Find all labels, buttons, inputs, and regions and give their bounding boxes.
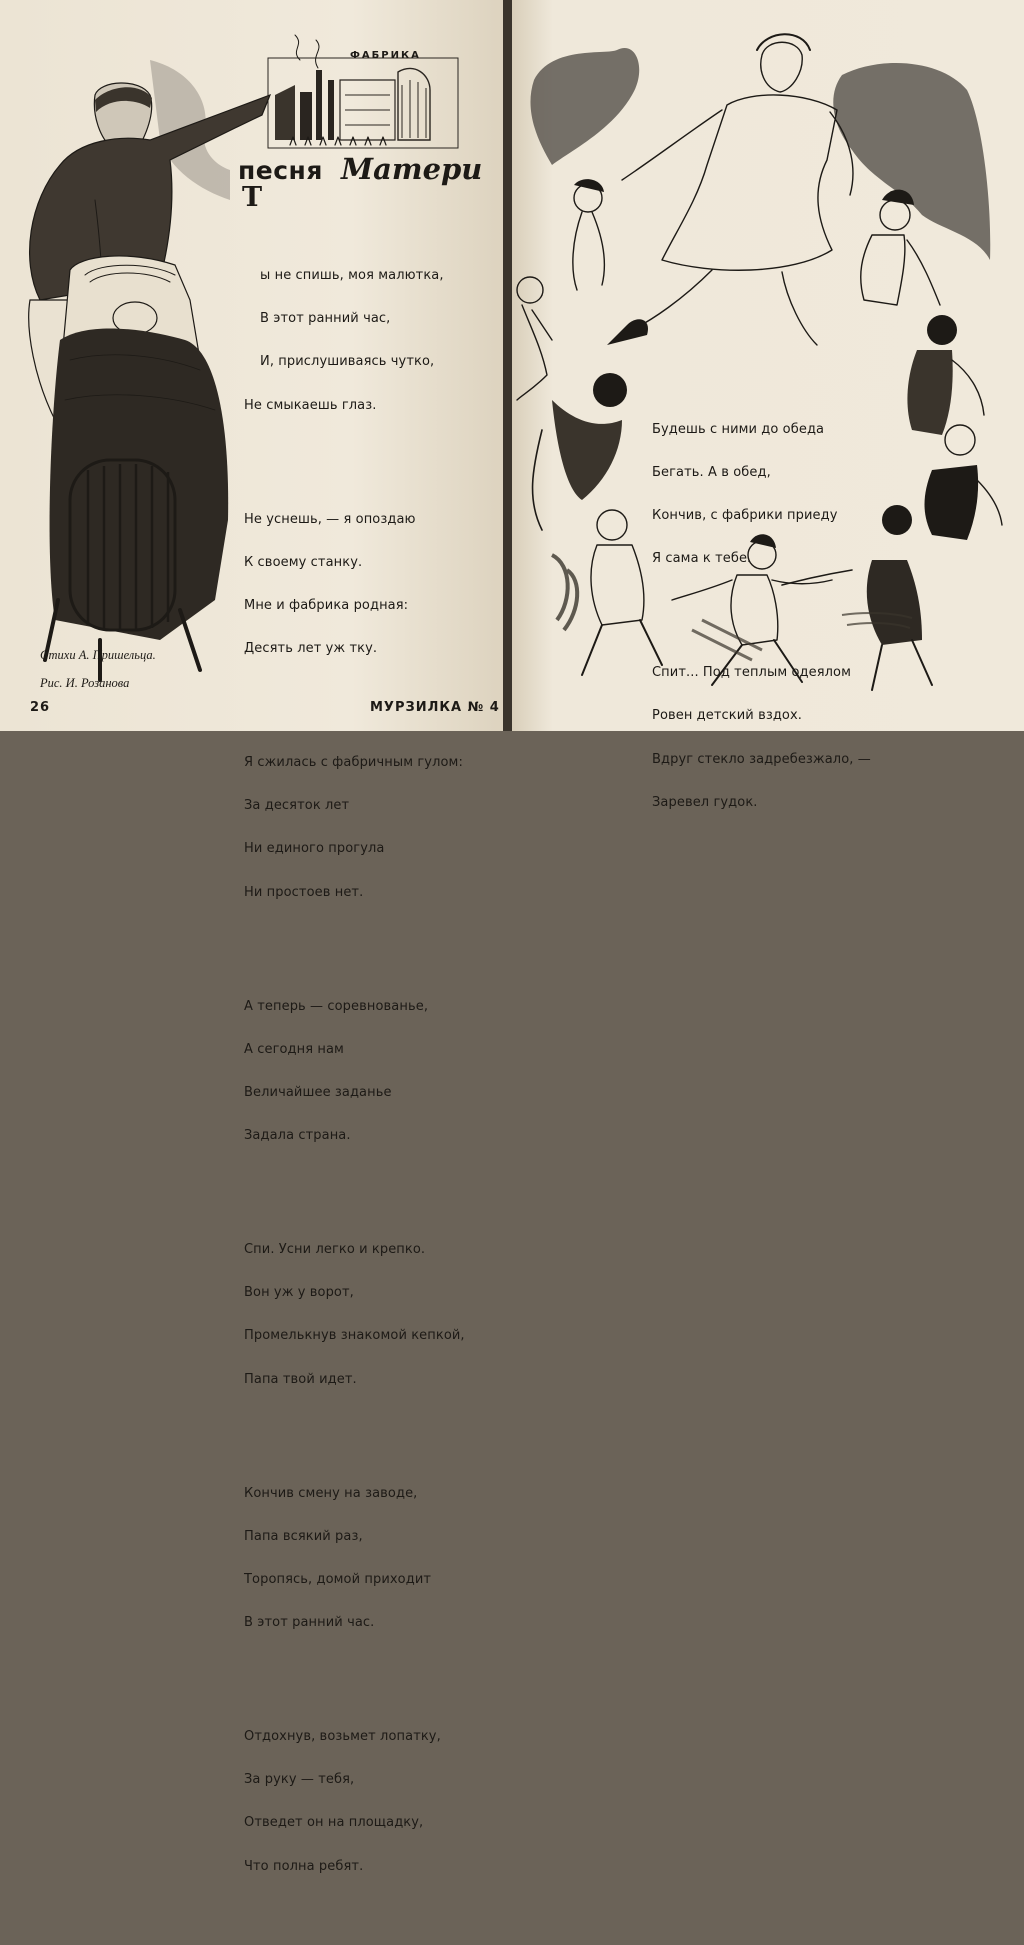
verse-line: Вдруг стекло задребезжало, — [652, 751, 871, 767]
verse-line: Не смыкаешь глаз. [244, 397, 377, 413]
page-number: 26 [30, 700, 51, 715]
verse-line: Я сама к тебе. [652, 551, 752, 567]
verse-line: Что полна ребят. [244, 1858, 364, 1874]
verse-line: А теперь — соревнованье, [244, 998, 429, 1014]
verse-line: Отдохнув, возьмет лопатку, [244, 1729, 441, 1745]
verse-line: Я сжилась с фабричным гулом: [244, 755, 463, 771]
verse-line: В этот ранний час. [244, 1615, 375, 1631]
verse-line: Спит... Под теплым одеялом [652, 665, 851, 681]
left-page [0, 0, 503, 1874]
verse-line: Мне и фабрика родная: [244, 597, 409, 613]
magazine-footer: МУРЗИЛКА № 4 [370, 700, 500, 715]
verse-line: Папа твой идет. [244, 1371, 357, 1387]
verse-line: Вон уж у ворот, [244, 1285, 354, 1301]
verse-line: Кончив, с фабрики приеду [652, 508, 838, 524]
verse-line: Отведет он на площадку, [244, 1815, 424, 1831]
verse-line: Заревел гудок. [652, 794, 758, 810]
book-gutter [503, 0, 512, 731]
child-figure [907, 315, 984, 435]
stanza [244, 1701, 465, 1903]
verse-line: В этот ранний час, [260, 311, 391, 327]
verse-line: За руку — тебя, [244, 1772, 355, 1788]
verse-line: Задала страна. [244, 1128, 351, 1144]
drop-cap: Т [242, 182, 263, 213]
verse-line: ы не спишь, моя малютка, [260, 268, 444, 284]
child-figure [573, 179, 604, 290]
verse-line: Промелькнув знакомой кепкой, [244, 1328, 465, 1344]
stanza [652, 394, 871, 596]
verse-line: За десяток лет [244, 798, 350, 814]
verse-line: Ровен детский вздох. [652, 708, 803, 724]
right-page [512, 0, 1024, 810]
credit-art: Рис. И. Розанова [40, 676, 130, 690]
verse-line: К своему станку. [244, 554, 363, 570]
verse-line: Десять лет уж тку. [244, 641, 378, 657]
verse-line: И, прислушиваясь чутко, [260, 354, 435, 370]
child-figure [533, 373, 627, 530]
credit-poem: Стихи А. Пришельца. [40, 648, 156, 662]
stanza [652, 637, 871, 839]
verse-line: Ни единого прогула [244, 841, 385, 857]
stanza [244, 240, 465, 442]
verse-line: Величайшее заданье [244, 1084, 392, 1100]
title-word-2: Матери [341, 152, 483, 186]
cradle [45, 256, 228, 680]
stanza [244, 971, 465, 1173]
shadow-shape-left [530, 48, 639, 165]
poem-title [238, 152, 483, 194]
factory-sign: ФАБРИКА [350, 50, 421, 61]
shadow-shape-right [833, 63, 990, 260]
verse-line: Спи. Усни легко и крепко. [244, 1242, 426, 1258]
verse-line: Бегать. А в обед, [652, 464, 771, 480]
verse-line: Ни простоев нет. [244, 884, 364, 900]
left-poem [242, 182, 465, 1945]
child-figure [517, 277, 552, 400]
title-word-1: песня [238, 156, 323, 185]
verse-line: Не уснешь, — я опоздаю [244, 511, 416, 527]
woman-figure [607, 34, 853, 345]
right-poem [652, 365, 871, 881]
verse-line: Будешь с ними до обеда [652, 421, 825, 437]
stanza [244, 1214, 465, 1416]
stanza [244, 484, 465, 686]
stanza [244, 727, 465, 929]
verse-line: Папа всякий раз, [244, 1528, 363, 1544]
stanza [244, 1458, 465, 1660]
child-figure [925, 425, 1003, 540]
child-figure [582, 510, 662, 675]
verse-line: Кончив смену на заводе, [244, 1485, 418, 1501]
verse-line: А сегодня нам [244, 1041, 344, 1057]
verse-line: Торопясь, домой приходит [244, 1571, 432, 1587]
